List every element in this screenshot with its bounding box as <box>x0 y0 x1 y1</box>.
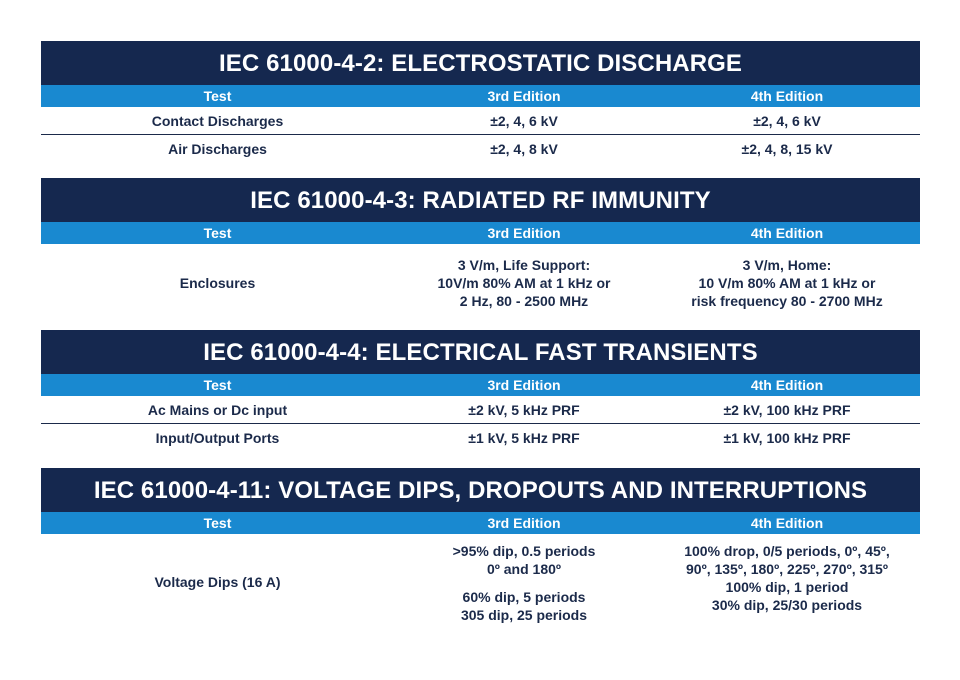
header-test: Test <box>203 377 232 393</box>
column-header-row <box>41 512 920 534</box>
ed3-line: >95% dip, 0.5 periods <box>452 543 596 559</box>
ed4-value: ±1 kV, 100 kHz PRF <box>723 429 851 446</box>
section-title: IEC 61000-4-11: VOLTAGE DIPS, DROPOUTS AND INTERRUPTIONS <box>41 468 920 512</box>
spacer <box>394 578 654 588</box>
ed3-value: ±2, 4, 8 kV <box>490 140 558 157</box>
test-name: Contact Discharges <box>151 112 284 129</box>
ed4-line: 100% dip, 1 period <box>725 579 849 595</box>
header-4th-edition: 4th Edition <box>750 377 824 393</box>
table-row <box>41 135 920 162</box>
section-voltage-dips <box>41 468 920 642</box>
table-row <box>41 107 920 135</box>
table-row <box>41 396 920 424</box>
header-test: Test <box>203 225 232 241</box>
column-header-row <box>41 374 920 396</box>
ed3-line: 3 V/m, Life Support: <box>457 257 591 273</box>
ed3-line: 2 Hz, 80 - 2500 MHz <box>459 293 589 309</box>
header-3rd-edition: 3rd Edition <box>487 225 561 241</box>
ed4-line: risk frequency 80 - 2700 MHz <box>691 293 883 309</box>
ed4-value: ±2, 4, 6 kV <box>753 112 821 129</box>
test-name: Air Discharges <box>168 140 267 157</box>
test-name: Input/Output Ports <box>155 429 280 446</box>
header-3rd-edition: 3rd Edition <box>487 515 561 531</box>
column-header-row <box>41 222 920 244</box>
header-test: Test <box>203 515 232 531</box>
table-row <box>41 534 920 642</box>
header-4th-edition: 4th Edition <box>750 225 824 241</box>
ed3-value: ±1 kV, 5 kHz PRF <box>468 429 580 446</box>
ed4-line: 90º, 135º, 180º, 225º, 270º, 315º <box>686 561 888 577</box>
ed4-line: 10 V/m 80% AM at 1 kHz or <box>698 275 876 291</box>
ed4-value: ±2, 4, 8, 15 kV <box>741 140 833 157</box>
ed3-value <box>394 256 654 310</box>
column-header-row <box>41 85 920 107</box>
test-name: Ac Mains or Dc input <box>147 401 288 418</box>
ed4-line: 3 V/m, Home: <box>742 257 832 273</box>
ed3-value: ±2 kV, 5 kHz PRF <box>468 401 580 418</box>
section-fast-transients <box>41 330 920 451</box>
ed4-value: ±2 kV, 100 kHz PRF <box>723 401 851 418</box>
header-4th-edition: 4th Edition <box>750 515 824 531</box>
ed3-value: ±2, 4, 6 kV <box>490 112 558 129</box>
ed4-line: 30% dip, 25/30 periods <box>711 597 863 613</box>
header-3rd-edition: 3rd Edition <box>487 377 561 393</box>
ed4-line: 100% drop, 0/5 periods, 0º, 45º, <box>684 543 890 559</box>
ed4-value <box>654 256 920 310</box>
ed3-line: 60% dip, 5 periods <box>462 589 586 605</box>
ed3-value <box>394 542 654 624</box>
section-title: IEC 61000-4-3: RADIATED RF IMMUNITY <box>41 178 920 222</box>
header-test: Test <box>203 88 232 104</box>
ed3-line: 305 dip, 25 periods <box>460 607 588 623</box>
header-4th-edition: 4th Edition <box>750 88 824 104</box>
ed3-line: 10V/m 80% AM at 1 kHz or <box>437 275 611 291</box>
test-name: Voltage Dips (16 A) <box>154 574 281 590</box>
test-name: Enclosures <box>179 275 256 291</box>
ed3-line: 0º and 180º <box>486 561 562 577</box>
section-rf-immunity <box>41 178 920 322</box>
table-row <box>41 424 920 451</box>
ed4-value <box>654 542 920 614</box>
header-3rd-edition: 3rd Edition <box>487 88 561 104</box>
section-esd <box>41 41 920 162</box>
section-title: IEC 61000-4-2: ELECTROSTATIC DISCHARGE <box>41 41 920 85</box>
section-title: IEC 61000-4-4: ELECTRICAL FAST TRANSIENTS <box>41 330 920 374</box>
table-row <box>41 244 920 322</box>
